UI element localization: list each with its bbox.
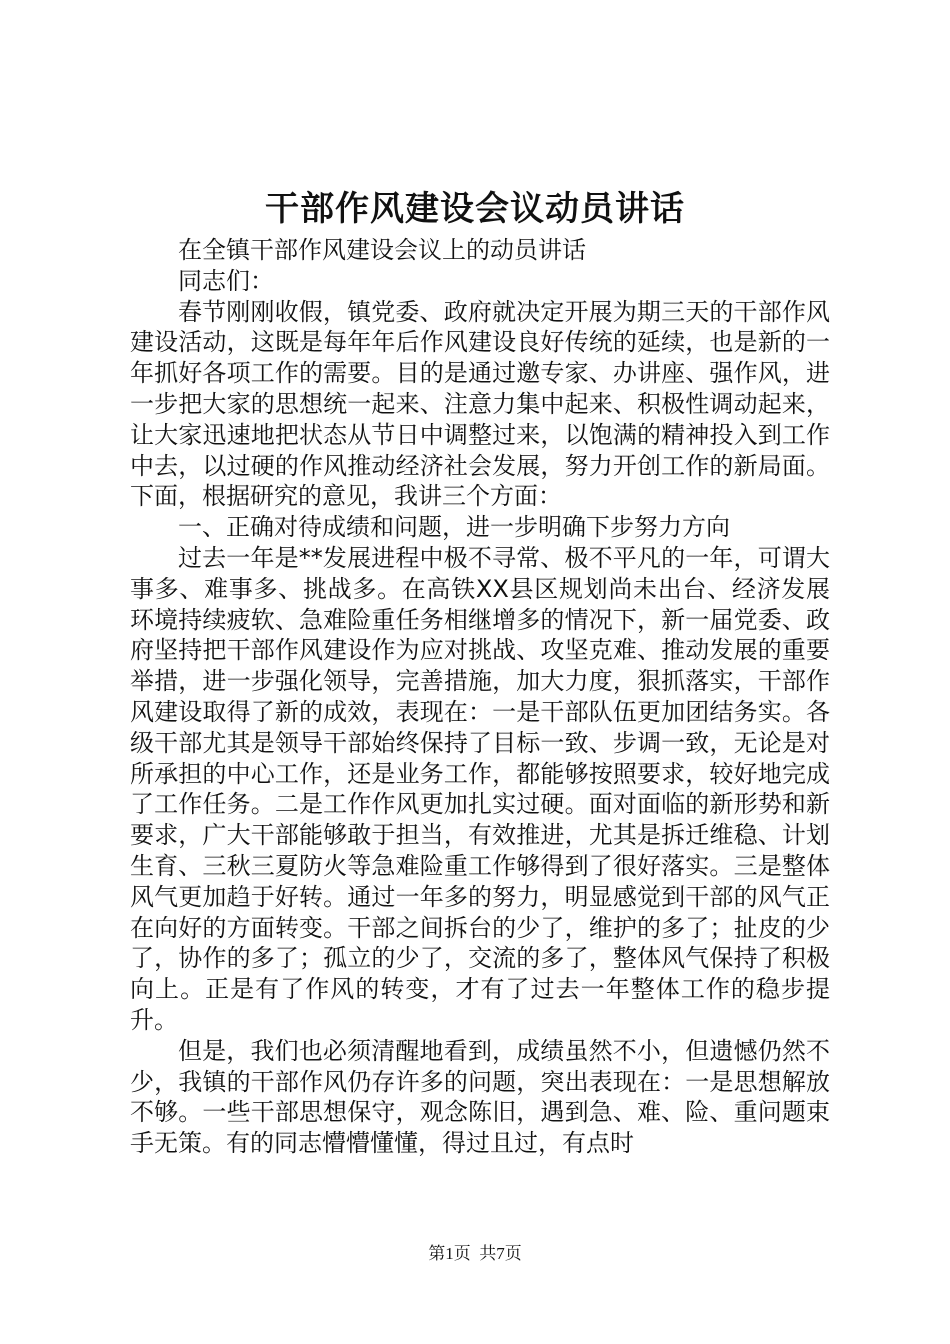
page-number: 第1页 (428, 1244, 471, 1263)
salutation-paragraph: 同志们： (178, 266, 274, 295)
subtitle-paragraph: 在全镇干部作风建设会议上的动员讲话 (178, 236, 586, 264)
document-title: 干部作风建设会议动员讲话 (265, 189, 685, 229)
body-paragraph: 春节刚刚收假，镇党委、政府就决定开展为期三天的干部作风建设活动，这既是每年年后作风建设良好传统的延续，也是新的一年抓好各项工作的需要。目的是通过邀专家、办讲座、强作风，进一步把大家的思想统一起来、注意力集中起来、积极性调动起来，让大家迅速地把状态从节日中调整过来，以饱满的精神投入到工作中去，以过硬的作风推动经济社会发展，努力开创工作的新局面。下面，根据研究的意见，我讲三个方面： (130, 297, 830, 511)
body-paragraph: 但是，我们也必须清醒地看到，成绩虽然不小，但遗憾仍然不少，我镇的干部作风仍存许多的问题，突出表现在：一是思想解放不够。一些干部思想保守，观念陈旧，遇到急、难、险、重问题束手无策。有的同志懵懵懂懂，得过且过，有点时 (130, 1036, 830, 1158)
document-body (130, 205, 830, 1159)
page-total: 共7页 (479, 1244, 522, 1263)
body-paragraph: 过去一年是**发展进程中极不寻常、极不平凡的一年，可谓大事多、难事多、挑战多。在高铁XX县区规划尚未出台、经济发展环境持续疲软、急难险重任务相继增多的情况下，新一届党委、政府坚持把干部作风建设作为应对挑战、攻坚克难、推动发展的重要举措，进一步强化领导，完善措施，加大力度，狠抓落实，干部作风建设取得了新的成效，表现在：一是干部队伍更加团结务实。各级干部尤其是领导干部始终保持了目标一致、步调一致，无论是对所承担的中心工作，还是业务工作，都能够按照要求，较好地完成了工作任务。二是工作作风更加扎实过硬。面对面临的新形势和新要求，广大干部能够敢于担当，有效推进，尤其是拆迁维稳、计划生育、三秋三夏防火等急难险重工作够得到了很好落实。三是整体风气更加趋于好转。通过一年多的努力，明显感觉到干部的风气正在向好的方面转变。干部之间拆台的少了，维护的多了；扯皮的少了，协作的多了；孤立的少了，交流的多了，整体风气保持了积极向上。正是有了作风的转变，才有了过去一年整体工作的稳步提升。 (130, 543, 830, 1034)
section-heading: 一、正确对待成绩和问题，进一步明确下步努力方向 (178, 513, 730, 542)
page-footer (0, 1242, 950, 1266)
